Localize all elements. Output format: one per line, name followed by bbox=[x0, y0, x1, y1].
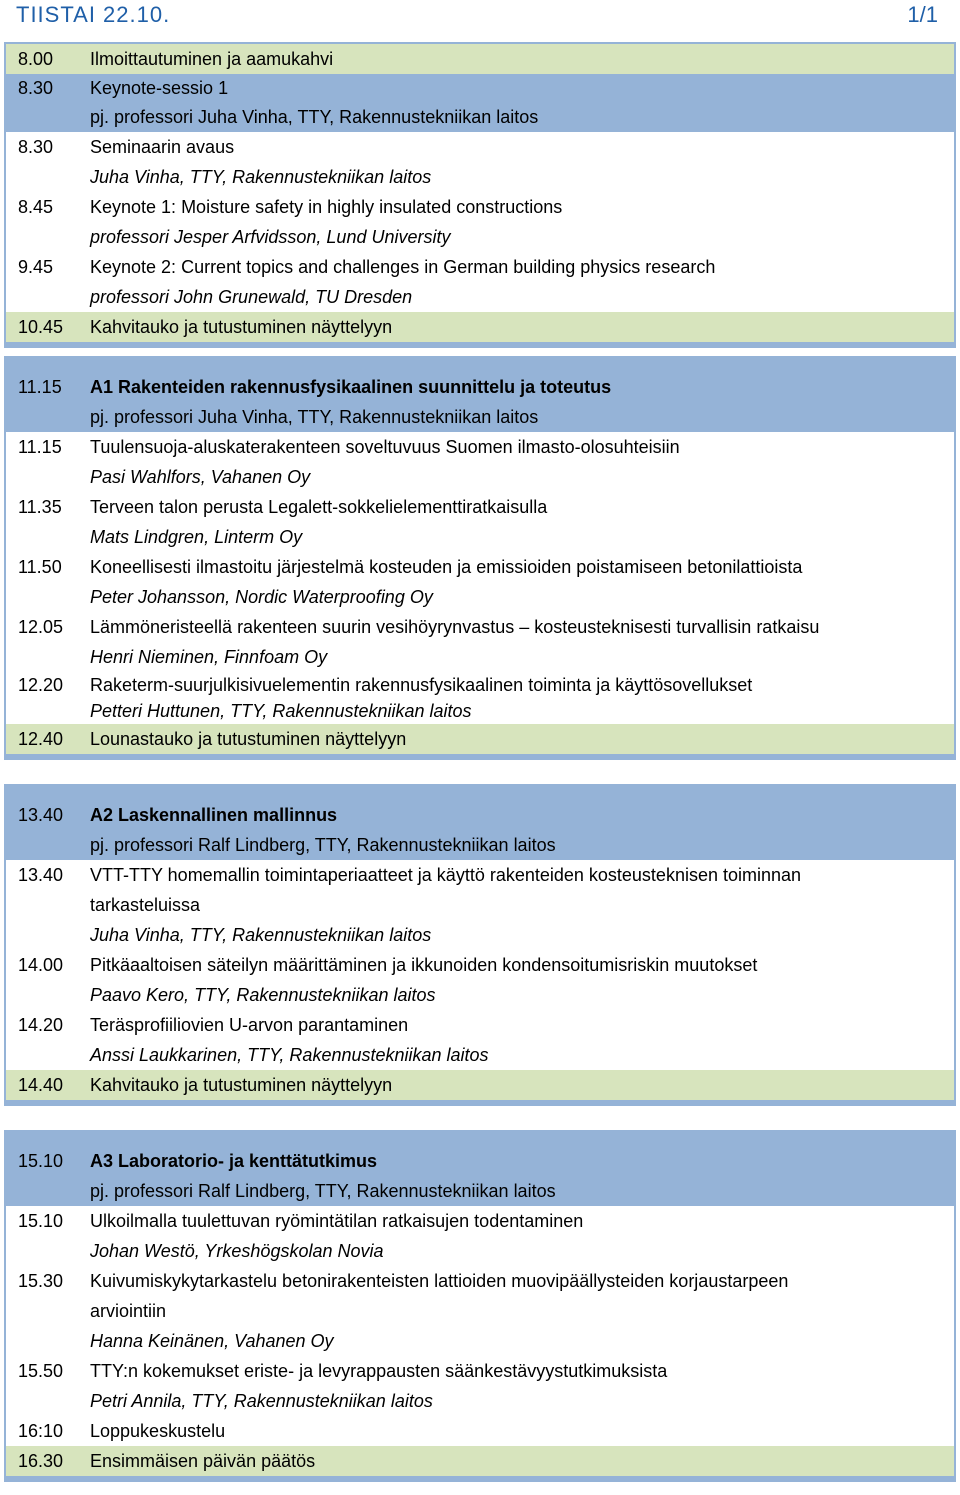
time-label: 14.20 bbox=[18, 1015, 64, 1035]
item-title: Kahvitauko ja tutustuminen näyttelyyn bbox=[90, 317, 393, 337]
talk-row bbox=[6, 950, 954, 1010]
item-text bbox=[90, 192, 954, 252]
item-detail: pj. professori Ralf Lindberg, TTY, Rakennustekniikan laitos bbox=[90, 1181, 556, 1201]
item-detail: Hanna Keinänen, Vahanen Oy bbox=[90, 1331, 334, 1351]
schedule-block bbox=[4, 784, 956, 1106]
time-label: 16:10 bbox=[18, 1421, 64, 1441]
item-title: Ilmoittautuminen ja aamukahvi bbox=[90, 49, 334, 69]
talk-row bbox=[6, 432, 954, 492]
talk-row bbox=[6, 860, 954, 950]
time-label: 13.40 bbox=[18, 805, 64, 825]
item-detail: pj. professori Ralf Lindberg, TTY, Rakennustekniikan laitos bbox=[90, 835, 556, 855]
talk-row bbox=[6, 492, 954, 552]
item-title: Koneellisesti ilmastoitu järjestelmä kosteuden ja emissioiden poistamiseen betonilattioista bbox=[90, 557, 803, 577]
time-label: 12.05 bbox=[18, 617, 64, 637]
item-title: Ensimmäisen päivän päätös bbox=[90, 1451, 316, 1471]
item-text bbox=[90, 1266, 954, 1356]
item-detail: Paavo Kero, TTY, Rakennustekniikan laitos bbox=[90, 985, 436, 1005]
item-text bbox=[90, 800, 954, 860]
schedule-block bbox=[4, 42, 956, 348]
item-title: TTY:n kokemukset eriste- ja levyrappausten säänkestävyystutkimuksista bbox=[90, 1361, 668, 1381]
item-detail: Anssi Laukkarinen, TTY, Rakennustekniikan laitos bbox=[90, 1045, 489, 1065]
item-text bbox=[90, 492, 954, 552]
item-text bbox=[90, 860, 954, 950]
item-text bbox=[90, 950, 954, 1010]
item-title: Keynote 1: Moisture safety in highly insulated constructions bbox=[90, 197, 563, 217]
session-header-row bbox=[6, 800, 954, 860]
item-title: Lounastauko ja tutustuminen näyttelyyn bbox=[90, 729, 407, 749]
item-title: A1 Rakenteiden rakennusfysikaalinen suunnittelu ja toteutus bbox=[90, 377, 612, 397]
session-header-row bbox=[6, 372, 954, 432]
item-text bbox=[90, 372, 954, 432]
time-label: 15.10 bbox=[18, 1211, 64, 1231]
item-detail: Henri Nieminen, Finnfoam Oy bbox=[90, 647, 328, 667]
item-text bbox=[90, 1206, 954, 1266]
item-title: Kuivumiskykytarkastelu betonirakenteisten lattioiden muovipäällysteiden korjaustarpeen bbox=[90, 1271, 789, 1291]
time-label: 12.40 bbox=[18, 729, 64, 749]
break-row bbox=[6, 44, 954, 74]
item-detail: pj. professori Juha Vinha, TTY, Rakennustekniikan laitos bbox=[90, 107, 539, 127]
schedule-block bbox=[4, 356, 956, 760]
talk-row bbox=[6, 672, 954, 724]
item-detail: Juha Vinha, TTY, Rakennustekniikan laitos bbox=[90, 167, 432, 187]
time-label: 11.35 bbox=[18, 497, 62, 517]
page-header bbox=[0, 0, 960, 34]
item-detail: Juha Vinha, TTY, Rakennustekniikan laitos bbox=[90, 925, 432, 945]
item-title: Pitkäaaltoisen säteilyn määrittäminen ja ikkunoiden kondensoitumisriskin muutokset bbox=[90, 955, 758, 975]
time-label: 15.10 bbox=[18, 1151, 64, 1171]
item-detail: arviointiin bbox=[90, 1301, 167, 1321]
item-detail: Pasi Wahlfors, Vahanen Oy bbox=[90, 467, 311, 487]
item-text bbox=[90, 1446, 954, 1476]
item-text bbox=[90, 724, 954, 754]
time-label: 8.30 bbox=[18, 137, 54, 157]
time-label: 8.45 bbox=[18, 197, 54, 217]
talk-row bbox=[6, 1010, 954, 1070]
page-number: 1/1 bbox=[907, 2, 938, 27]
time-label: 16.30 bbox=[18, 1451, 64, 1471]
day-title: TIISTAI 22.10. bbox=[16, 2, 171, 27]
session-header-row bbox=[6, 1146, 954, 1206]
schedule-block bbox=[4, 1130, 956, 1482]
talk-row bbox=[6, 1356, 954, 1416]
item-detail: Petteri Huttunen, TTY, Rakennustekniikan laitos bbox=[90, 701, 472, 721]
item-title: Keynote-sessio 1 bbox=[90, 78, 229, 98]
item-title: Lämmöneristeellä rakenteen suurin vesihöyrynvastus – kosteusteknisesti turvallisin ratkaisu bbox=[90, 617, 820, 637]
item-detail: Mats Lindgren, Linterm Oy bbox=[90, 527, 303, 547]
break-row bbox=[6, 1070, 954, 1100]
item-detail: professori Jesper Arfvidsson, Lund University bbox=[90, 227, 451, 247]
talk-row bbox=[6, 1206, 954, 1266]
item-title: Terveen talon perusta Legalett-sokkelielementtiratkaisulla bbox=[90, 497, 548, 517]
break-row bbox=[6, 312, 954, 342]
item-text bbox=[90, 612, 954, 672]
item-text bbox=[90, 1416, 954, 1446]
item-title: Loppukeskustelu bbox=[90, 1421, 226, 1441]
item-text bbox=[90, 1070, 954, 1100]
item-text bbox=[90, 1010, 954, 1070]
time-label: 11.15 bbox=[18, 437, 62, 457]
item-title: Keynote 2: Current topics and challenges in German building physics research bbox=[90, 257, 716, 277]
item-title: Tuulensuoja-aluskaterakenteen soveltuvuus Suomen ilmasto-olosuhteisiin bbox=[90, 437, 680, 457]
item-title: Seminaarin avaus bbox=[90, 137, 235, 157]
talk-row bbox=[6, 252, 954, 312]
item-text bbox=[90, 1146, 954, 1206]
talk-row bbox=[6, 1266, 954, 1356]
item-title: Ulkoilmalla tuulettuvan ryömintätilan ratkaisujen todentaminen bbox=[90, 1211, 584, 1231]
time-label: 15.50 bbox=[18, 1361, 64, 1381]
item-title: VTT-TTY homemallin toimintaperiaatteet ja käyttö rakenteiden kosteusteknisen toiminnan bbox=[90, 865, 802, 885]
item-text bbox=[90, 74, 954, 132]
time-label: 11.15 bbox=[18, 377, 62, 397]
item-text bbox=[90, 132, 954, 192]
item-detail: Petri Annila, TTY, Rakennustekniikan laitos bbox=[90, 1391, 433, 1411]
break-row bbox=[6, 1446, 954, 1476]
item-detail: pj. professori Juha Vinha, TTY, Rakennustekniikan laitos bbox=[90, 407, 539, 427]
time-label: 11.50 bbox=[18, 557, 62, 577]
item-title: Kahvitauko ja tutustuminen näyttelyyn bbox=[90, 1075, 393, 1095]
item-text bbox=[90, 312, 954, 342]
item-detail: Peter Johansson, Nordic Waterproofing Oy bbox=[90, 587, 433, 607]
item-detail: professori John Grunewald, TU Dresden bbox=[90, 287, 413, 307]
item-text bbox=[90, 1356, 954, 1416]
item-title: Teräsprofiiliovien U-arvon parantaminen bbox=[90, 1015, 409, 1035]
time-label: 13.40 bbox=[18, 865, 64, 885]
time-label: 15.30 bbox=[18, 1271, 64, 1291]
time-label: 14.40 bbox=[18, 1075, 64, 1095]
item-text bbox=[90, 432, 954, 492]
talk-row bbox=[6, 192, 954, 252]
talk-row bbox=[6, 612, 954, 672]
time-label: 8.30 bbox=[18, 78, 54, 98]
item-text bbox=[90, 672, 954, 724]
time-label: 10.45 bbox=[18, 317, 64, 337]
item-text bbox=[90, 252, 954, 312]
break-row bbox=[6, 724, 954, 754]
item-detail: tarkasteluissa bbox=[90, 895, 201, 915]
session-header-row bbox=[6, 74, 954, 132]
time-label: 8.00 bbox=[18, 49, 54, 69]
time-label: 9.45 bbox=[18, 257, 54, 277]
talk-row bbox=[6, 1416, 954, 1446]
time-label: 14.00 bbox=[18, 955, 64, 975]
time-label: 12.20 bbox=[18, 675, 64, 695]
item-title: Raketerm-suurjulkisivuelementin rakennusfysikaalinen toiminta ja käyttösovellukset bbox=[90, 675, 753, 695]
talk-row bbox=[6, 552, 954, 612]
item-text bbox=[90, 44, 954, 74]
item-title: A3 Laboratorio- ja kenttätutkimus bbox=[90, 1151, 378, 1171]
talk-row bbox=[6, 132, 954, 192]
item-title: A2 Laskennallinen mallinnus bbox=[90, 805, 338, 825]
item-text bbox=[90, 552, 954, 612]
item-detail: Johan Westö, Yrkeshögskolan Novia bbox=[90, 1241, 384, 1261]
